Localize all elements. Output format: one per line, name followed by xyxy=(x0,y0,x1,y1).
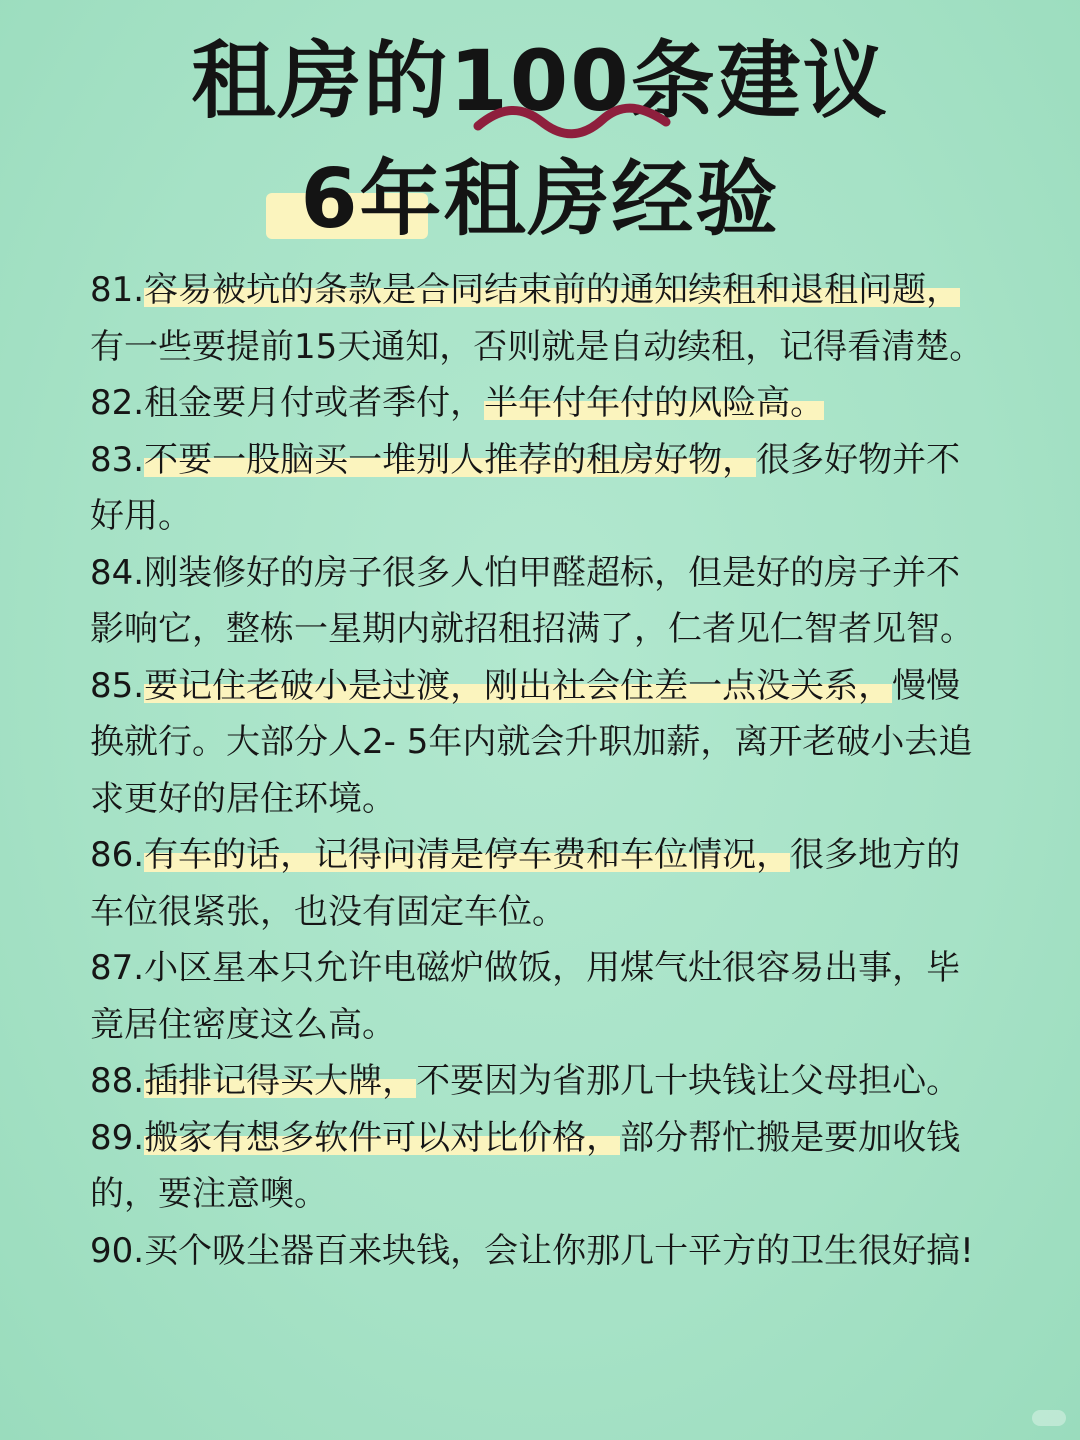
tip-text: 租金要月付或者季付， xyxy=(144,383,485,423)
tip-text: 很多地方的车位很紧张，也没有固定车位。 xyxy=(90,835,961,932)
tip-highlight: 有车的话，记得问清是停车费和车位情况， xyxy=(144,835,791,875)
tip-number: 88. xyxy=(90,1061,145,1101)
tips-list xyxy=(90,262,990,1279)
tip-item xyxy=(90,1110,990,1223)
tip-item xyxy=(90,545,990,658)
tip-text: 小区星本只允许电磁炉做饭，用煤气灶很容易出事，毕竟居住密度这么高。 xyxy=(90,948,961,1045)
tip-text: 慢慢换就行。大部分人2- 5年内就会升职加薪，离开老破小去追求更好的居住环境。 xyxy=(90,665,973,819)
tip-item xyxy=(90,432,990,545)
tip-number: 85. xyxy=(90,665,145,706)
watermark-badge xyxy=(1032,1410,1066,1426)
page-subtitle: 6年租房经验 xyxy=(300,152,780,247)
page-title: 租房的100条建议 xyxy=(191,32,889,130)
tip-text: 买个吸尘器百来块钱，会让你那几十平方的卫生很好搞! xyxy=(144,1230,974,1271)
tip-highlight: 不要一股脑买一堆别人推荐的租房好物， xyxy=(144,439,757,480)
tip-number: 86. xyxy=(90,835,145,875)
tip-item xyxy=(90,940,990,1053)
tip-number: 90. xyxy=(90,1230,145,1271)
tip-item xyxy=(90,827,990,940)
tip-item xyxy=(90,1223,990,1280)
tip-highlight: 搬家有想多软件可以对比价格， xyxy=(144,1117,621,1158)
tip-text: 部分帮忙搬是要加收钱的，要注意噢。 xyxy=(90,1117,961,1214)
tip-text: 很多好物并不好用。 xyxy=(90,439,961,536)
tip-number: 82. xyxy=(90,383,145,423)
tip-item xyxy=(90,262,990,375)
tip-highlight: 容易被坑的条款是合同结束前的通知续租和退租问题， xyxy=(144,270,961,310)
tip-item xyxy=(90,658,990,828)
tip-number: 87. xyxy=(90,948,145,988)
tip-number: 84. xyxy=(90,552,145,593)
tip-text: 刚装修好的房子很多人怕甲醛超标，但是好的房子并不影响它，整栋一星期内就招租招满了，仁者见仁智者见智。 xyxy=(90,552,974,649)
tip-highlight: 插排记得买大牌， xyxy=(144,1061,417,1101)
tip-item xyxy=(90,375,990,432)
tip-text: 有一些要提前15天通知，否则就是自动续租，记得看清楚。 xyxy=(90,326,984,367)
tip-number: 83. xyxy=(90,439,145,480)
tip-number: 81. xyxy=(90,270,145,310)
tip-text: 不要因为省那几十块钱让父母担心。 xyxy=(416,1061,961,1101)
tip-number: 89. xyxy=(90,1117,145,1158)
squiggle-underline-icon xyxy=(472,100,672,140)
tip-item xyxy=(90,1053,990,1110)
tip-highlight: 要记住老破小是过渡，刚出社会住差一点没关系， xyxy=(144,665,893,706)
tip-highlight: 半年付年付的风险高。 xyxy=(484,383,825,423)
